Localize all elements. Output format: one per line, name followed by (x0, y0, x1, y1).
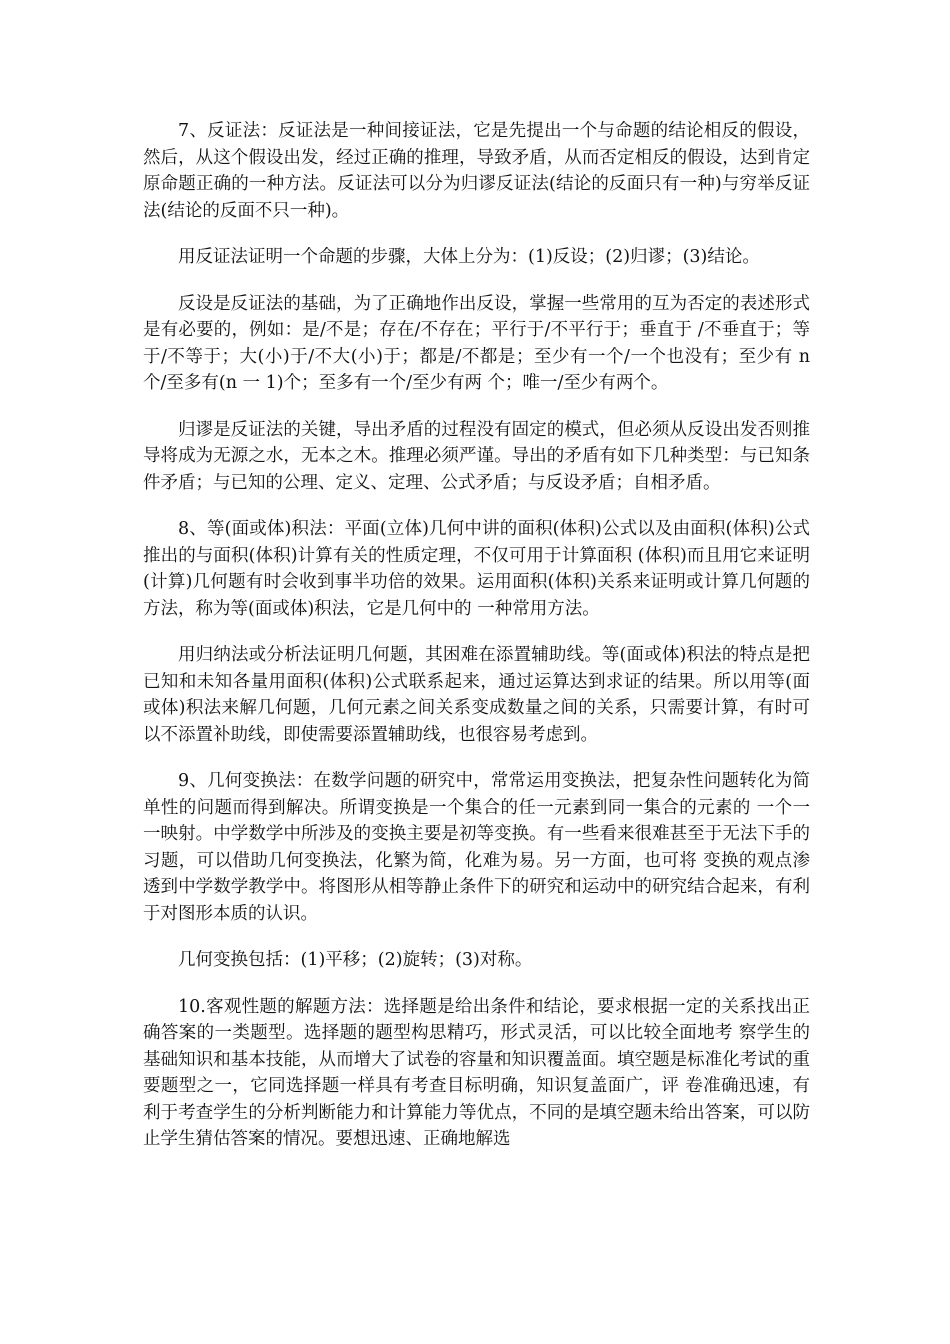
paragraph-contradiction-steps: 用反证法证明一个命题的步骤，大体上分为：(1)反设；(2)归谬；(3)结论。 (178, 247, 760, 267)
paragraph-objective-questions: 10.客观性题的解题方法：选择题是给出条件和结论，要求根据一定的关系找出正确答案的一类题型。选择题的题型构思精巧，形式灵活，可以比较全面地考 察学生的基础知识和基本技能，从而增大了试卷的容量和知识覆盖面。填空题是标准化考试的重要题型之一，它同选择题一样具有考查目标明确，知识复盖面广，评 卷准确迅速，有利于考查学生的分析判断能力和计算能力等优点，不同的是填空题未给出答案，可以防止学生猜估答案的情况。要想迅速、正确地解选 (143, 996, 810, 1149)
document-page (143, 118, 810, 1173)
paragraph-negation-forms: 反设是反证法的基础，为了正确地作出反设，掌握一些常用的互为否定的表述形式是有必要的，例如：是/不是；存在/不存在；平行于/不平行于；垂直于 /不垂直于；等于/不等于；大(小)于/不大(小)于；都是/不都是；至少有一个/一个也没有；至少有 n 个/至多有(n 一 1)个；至多有一个/至少有两 个；唯一/至少有两个。 (143, 293, 810, 393)
paragraph-auxiliary-lines: 用归纳法或分析法证明几何题，其困难在添置辅助线。等(面或体)积法的特点是把已知和未知各量用面积(体积)公式联系起来，通过运算达到求证的结果。所以用等(面或体)积法来解几何题，几何元素之间关系变成数量之间的关系，只需要计算，有时可以不添置补助线，即使需要添置辅助线，也很容易考虑到。 (143, 645, 810, 745)
paragraph-reduction-to-absurdity: 归谬是反证法的关键，导出矛盾的过程没有固定的模式，但必须从反设出发否则推导将成为无源之水，无本之木。推理必须严谨。导出的矛盾有如下几种类型：与已知条件矛盾；与已知的公理、定义、定理、公式矛盾；与反设矛盾；自相矛盾。 (143, 419, 810, 493)
paragraph-equal-area-volume-method: 8、等(面或体)积法：平面(立体)几何中讲的面积(体积)公式以及由面积(体积)公式推出的与面积(体积)计算有关的性质定理，不仅可用于计算面积 (体积)而且用它来证明(计算)几何题有时会收到事半功倍的效果。运用面积(体积)关系来证明或计算几何题的方法，称为等(面或体)积法，它是几何中的 一种常用方法。 (143, 519, 810, 619)
paragraph-proof-by-contradiction: 7、反证法：反证法是一种间接证法，它是先提出一个与命题的结论相反的假设，然后，从这个假设出发，经过正确的推理，导致矛盾，从而否定相反的假设，达到肯定原命题正确的一种方法。反证法可以分为归谬反证法(结论的反面只有一种)与穷举反证法(结论的反面不只一种)。 (143, 121, 810, 221)
paragraph-transformation-types: 几何变换包括：(1)平移；(2)旋转；(3)对称。 (178, 950, 533, 970)
paragraph-geometric-transformation: 9、几何变换法：在数学问题的研究中，常常运用变换法，把复杂性问题转化为简单性的问题而得到解决。所谓变换是一个集合的任一元素到同一集合的元素的 一个一一映射。中学数学中所涉及的变换主要是初等变换。有一些看来很难甚至于无法下手的习题，可以借助几何变换法，化繁为简，化难为易。另一方面，也可将 变换的观点渗透到中学数学教学中。将图形从相等静止条件下的研究和运动中的研究结合起来，有利于对图形本质的认识。 (143, 771, 810, 924)
